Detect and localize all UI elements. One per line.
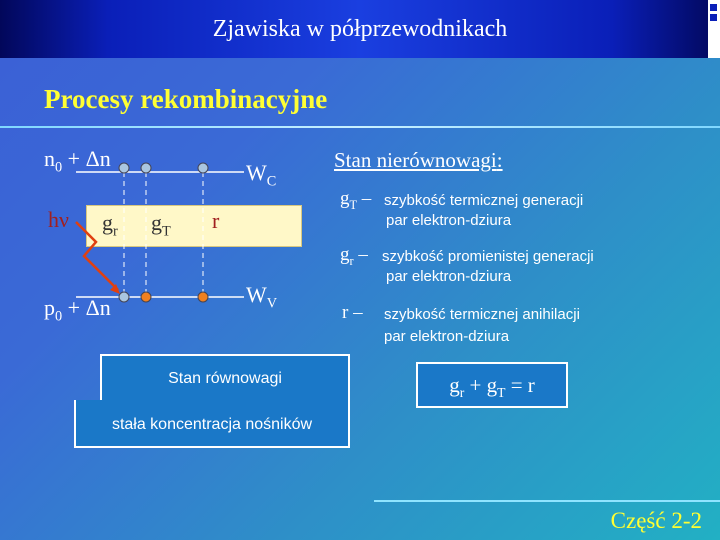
hole-dot-2: [141, 292, 151, 302]
equilibrium-title: Stan równowagi: [168, 370, 282, 387]
def-gT-symbol: $g_T$ –: [340, 188, 372, 212]
hv-label: hν: [48, 207, 69, 232]
def-r-symbol: r –: [342, 302, 363, 323]
def-r-line2: par elektron-dziura: [384, 328, 510, 345]
def-gr-symbol: $g_r$ –: [340, 244, 368, 268]
footer-part-label: Część 2-2: [610, 508, 702, 533]
gr-label: $g_r$: [102, 210, 118, 240]
section-heading: Procesy rekombinacyjne: [44, 84, 328, 114]
electron-dot-2: [141, 163, 151, 173]
electron-dot-1: [119, 163, 129, 173]
def-r-line1: szybkość termicznej anihilacji: [384, 306, 580, 323]
hole-dot-3: [198, 292, 208, 302]
wc-label: $W_C$: [246, 160, 277, 190]
nonequilibrium-title: Stan nierównowagi:: [334, 148, 503, 172]
p0-label: $p_0 + \Delta n$: [44, 295, 111, 325]
n0-label: $n_0 + \Delta n$: [44, 146, 111, 176]
r-label: r: [212, 208, 220, 233]
equation-text: $g_r + g_T = r$: [449, 373, 535, 401]
def-gT-line1: szybkość termicznej generacji: [384, 192, 584, 209]
concentration-box: [74, 400, 350, 448]
def-gr-line1: szybkość promienistej generacji: [382, 248, 594, 265]
def-gT-line2: par elektron-dziura: [386, 212, 512, 229]
gT-label: $g_T$: [151, 210, 171, 240]
electron-dot-3: [198, 163, 208, 173]
wv-label: $W_V$: [246, 282, 278, 312]
hole-dot-1: [119, 292, 129, 302]
footer-divider: [374, 500, 720, 502]
equation-box: [416, 362, 568, 408]
equilibrium-subtitle: stała koncentracja nośników: [111, 416, 313, 433]
slide-title: Zjawiska w półprzewodnikach: [212, 16, 508, 42]
def-gr-line2: par elektron-dziura: [386, 268, 512, 285]
